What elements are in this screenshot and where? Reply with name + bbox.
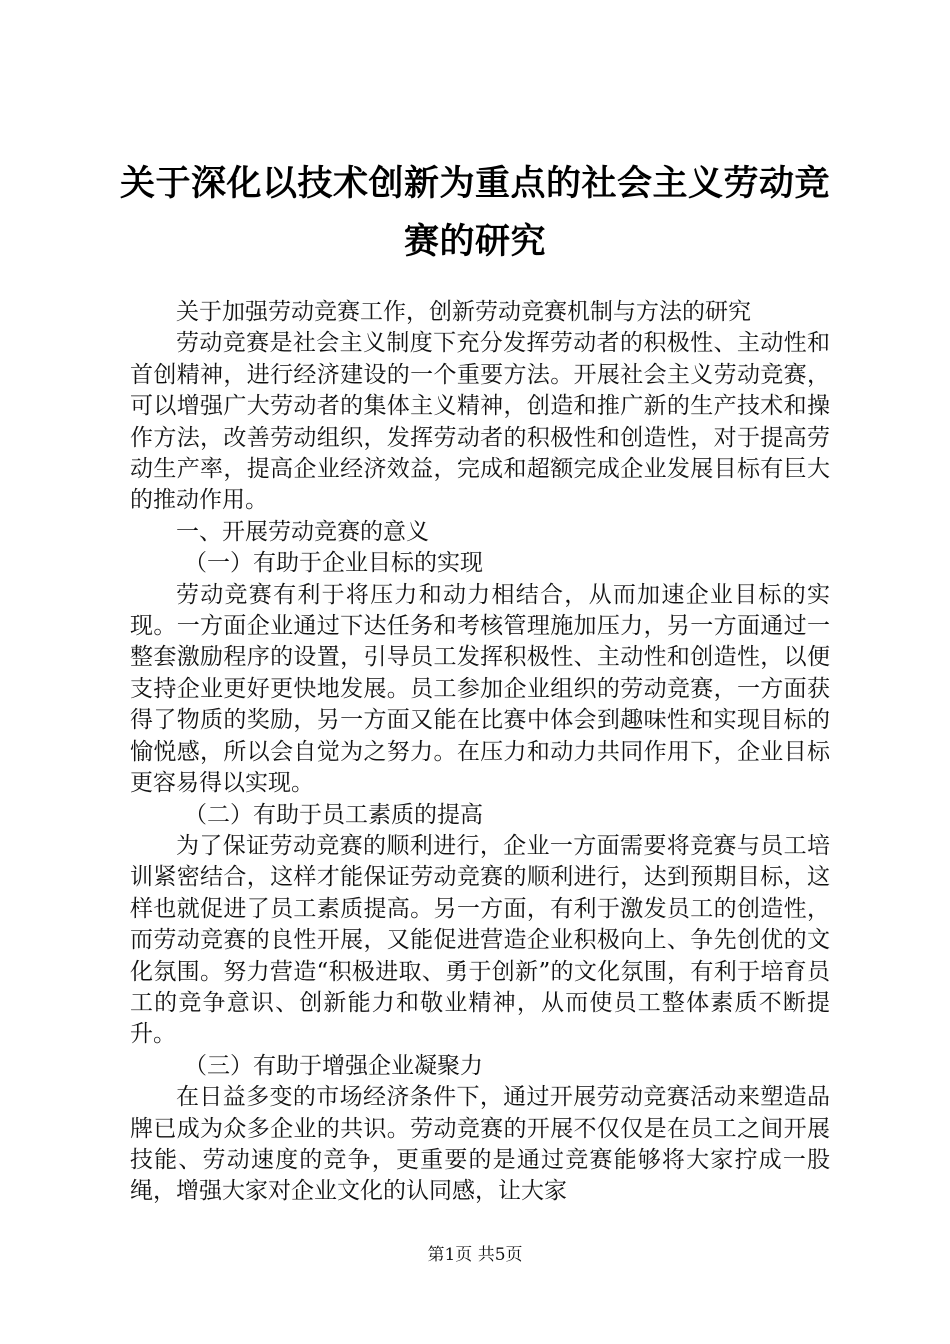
subsection-1-paragraph: 劳动竞赛有利于将压力和动力相结合，从而加速企业目标的实现。一方面企业通过下达任务和考核管理施加压力，另一方面通过一整套激励程序的设置，引导员工发挥积极性、主动性和创造性，以便支持企业更好更快地发展。员工参加企业组织的劳动竞赛，一方面获得了物质的奖励，另一方面又能在比赛中体会到趣味性和实现目标的愉悦感，所以会自觉为之努力。在压力和动力共同作用下，企业目标更容易得以实现。: [130, 581, 830, 797]
page-number-footer: 第1页 共5页: [427, 1245, 523, 1265]
subsection-2-paragraph: 为了保证劳动竞赛的顺利进行，企业一方面需要将竞赛与员工培训紧密结合，这样才能保证劳动竞赛的顺利进行，达到预期目标，这样也就促进了员工素质提高。另一方面，有利于激发员工的创造性，而劳动竞赛的良性开展，又能促进营造企业积极向上、争先创优的文化氛围。努力营造“积极进取、勇于创新”的文化氛围，有利于培育员工的竞争意识、创新能力和敬业精神，从而使员工整体素质不断提升。: [130, 832, 830, 1048]
document-body: [130, 297, 830, 1208]
document-title-line-1: 关于深化以技术创新为重点的社会主义劳动竞: [119, 164, 830, 204]
document-title-line-2: 赛的研究: [403, 222, 546, 262]
intro-heading: 关于加强劳动竞赛工作，创新劳动竞赛机制与方法的研究: [176, 299, 751, 325]
subsection-2-heading: （二）有助于员工素质的提高: [184, 801, 484, 828]
section-1-heading: 一、开展劳动竞赛的意义: [176, 518, 429, 545]
subsection-3-paragraph: 在日益多变的市场经济条件下，通过开展劳动竞赛活动来塑造品牌已成为众多企业的共识。劳动竞赛的开展不仅仅是在员工之间开展技能、劳动速度的竞争，更重要的是通过竞赛能够将大家拧成一股绳，增强大家对企业文化的认同感，让大家: [130, 1084, 830, 1205]
subsection-3-heading: （三）有助于增强企业凝聚力: [184, 1052, 484, 1079]
intro-paragraph: 劳动竞赛是社会主义制度下充分发挥劳动者的积极性、主动性和首创精神，进行经济建设的一个重要方法。开展社会主义劳动竞赛，可以增强广大劳动者的集体主义精神，创造和推广新的生产技术和操作方法，改善劳动组织，发挥劳动者的积极性和创造性，对于提高劳动生产率，提高企业经济效益，完成和超额完成企业发展目标有巨大的推动作用。: [130, 330, 830, 514]
subsection-1-heading: （一）有助于企业目标的实现: [184, 550, 484, 577]
